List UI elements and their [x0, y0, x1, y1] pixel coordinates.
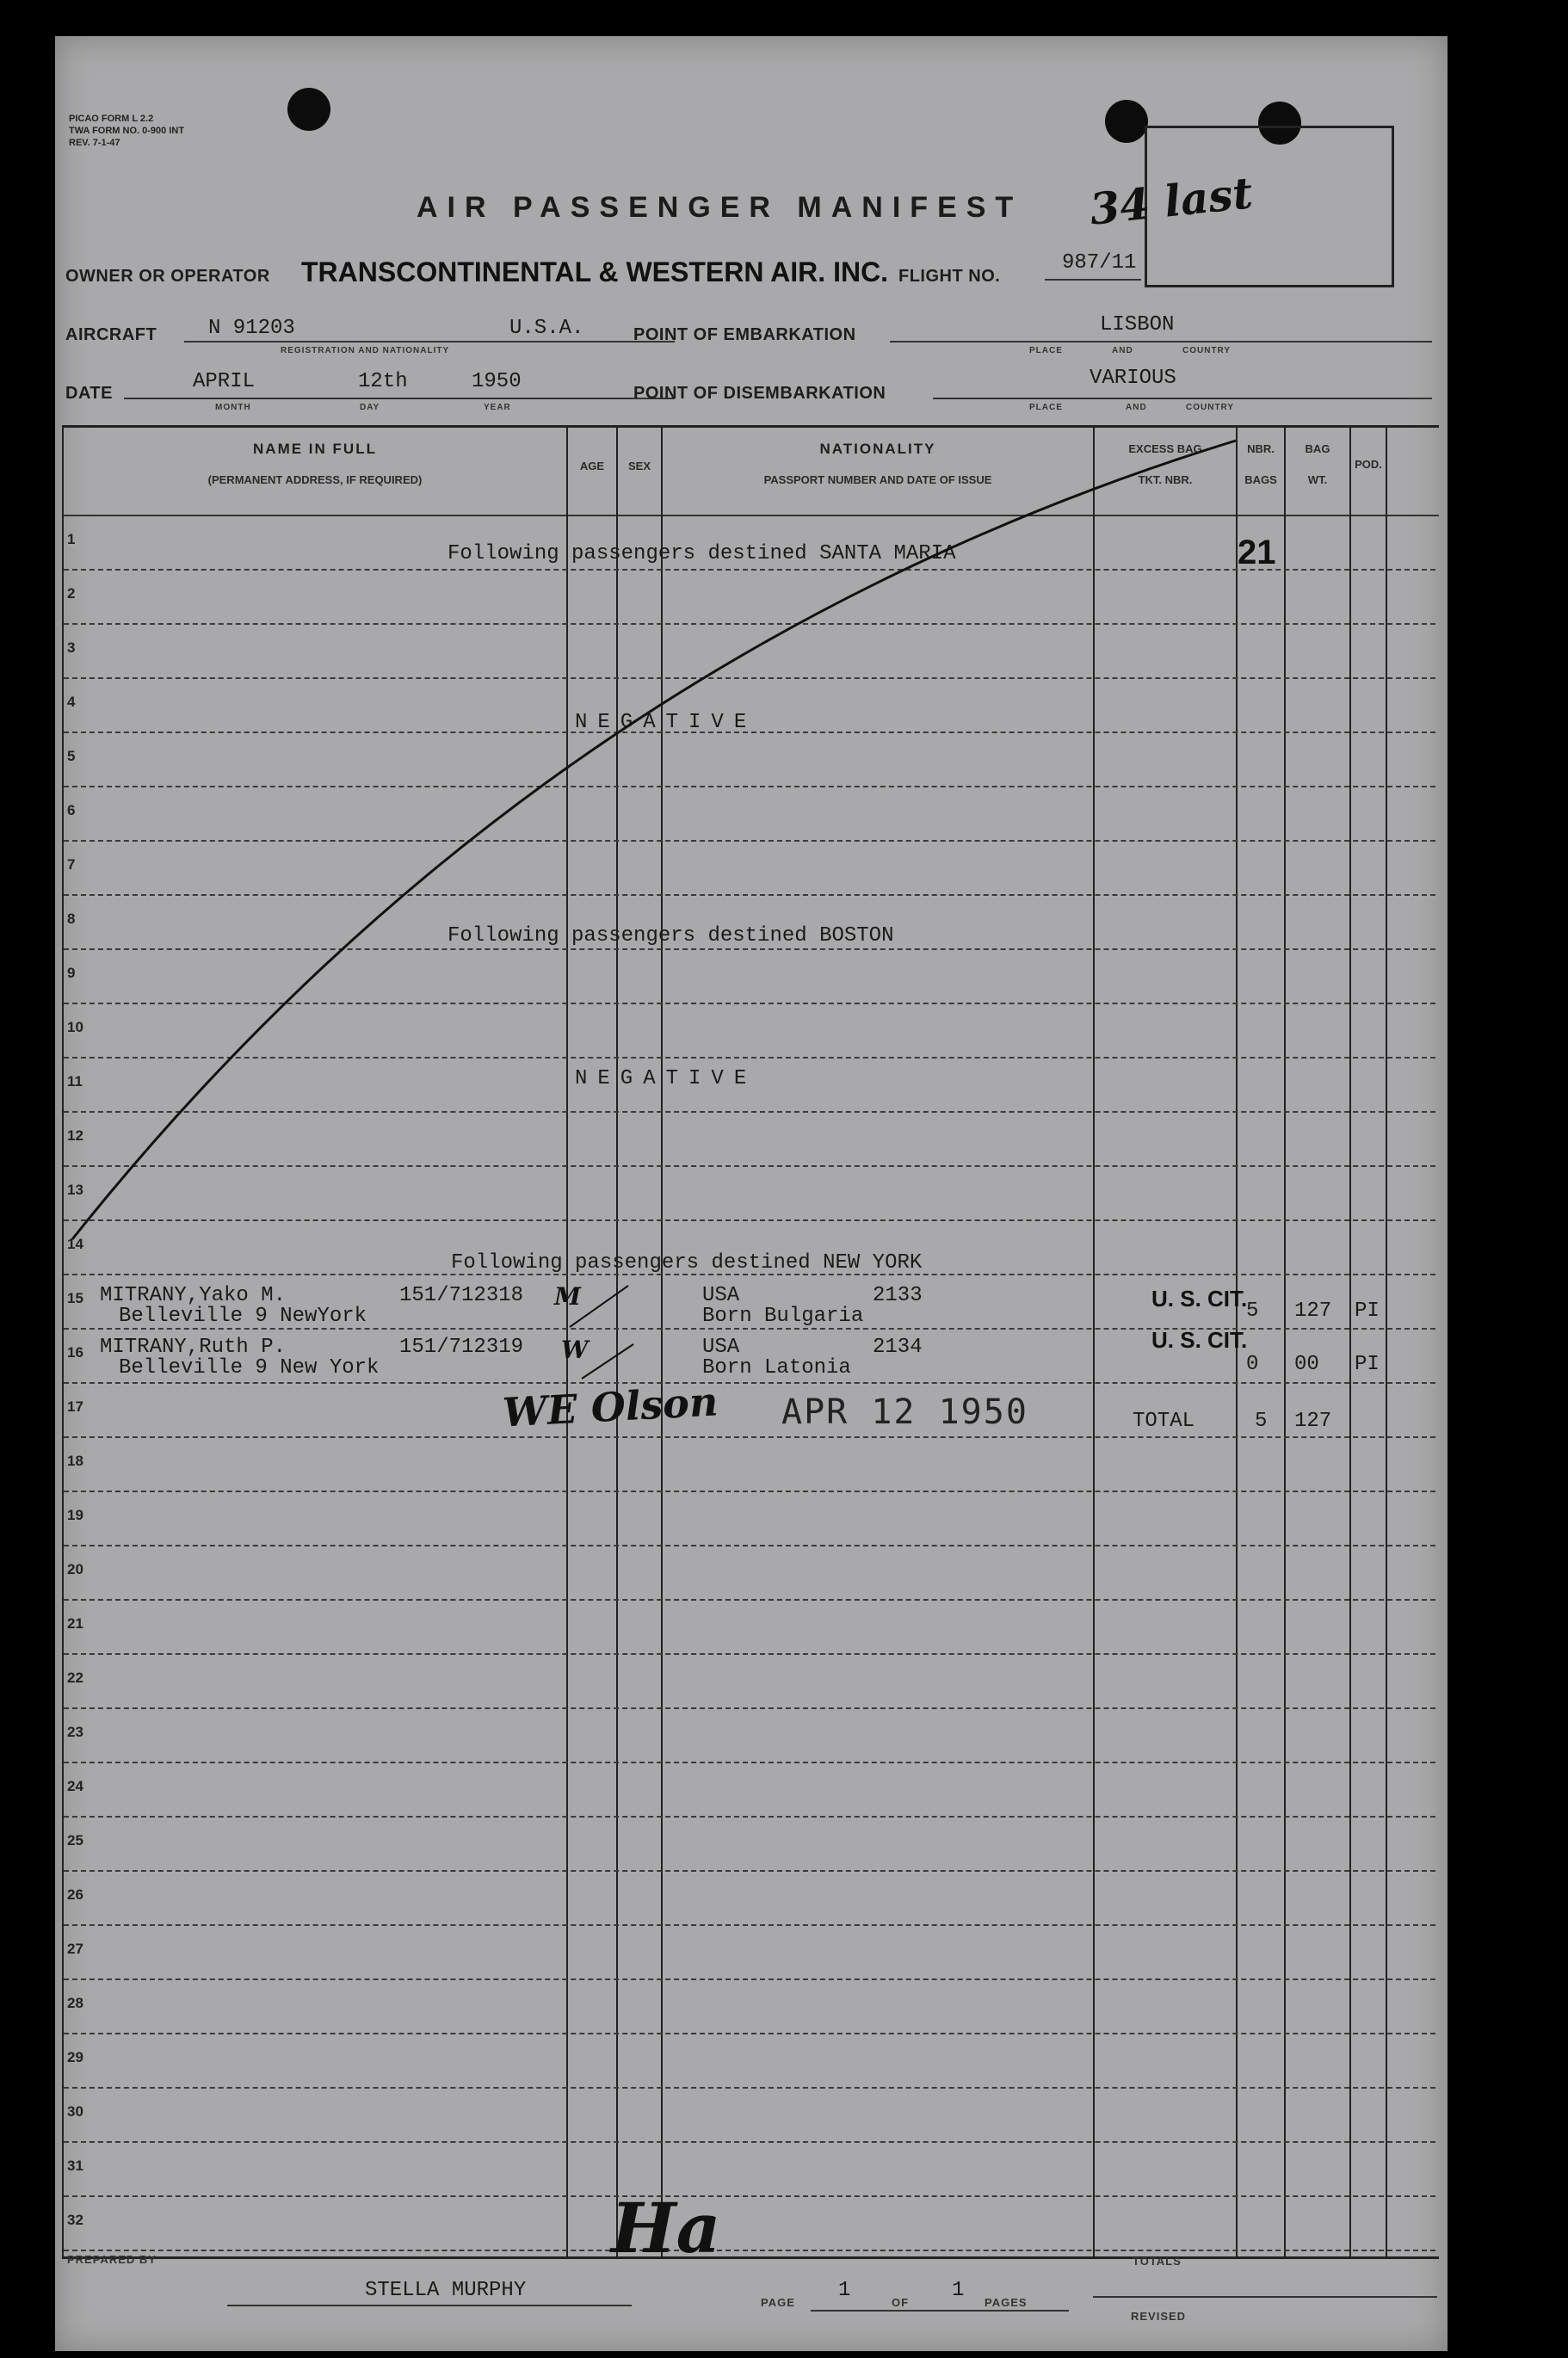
col-bag-header: BAG	[1305, 442, 1330, 455]
operator-name: TRANSCONTINENTAL & WESTERN AIR. INC.	[301, 256, 889, 287]
row-4-negative: NEGATIVE	[575, 711, 757, 734]
owner-label: OWNER OR OPERATOR	[65, 267, 270, 286]
col-bags-header: BAGS	[1244, 473, 1277, 486]
form-title: AIR PASSENGER MANIFEST	[417, 191, 1023, 224]
aircraft-nationality: U.S.A.	[509, 317, 584, 340]
and-sublabel-2: AND	[1126, 403, 1147, 412]
row-number: 31	[67, 2157, 83, 2174]
month-sublabel: MONTH	[215, 403, 251, 412]
col-age-header: AGE	[579, 460, 605, 472]
col-excess-bag-header: EXCESS BAG	[1128, 442, 1202, 455]
passenger-2-bags: 0	[1246, 1353, 1259, 1376]
passenger-2-sex: W	[561, 1336, 589, 1364]
row-number: 15	[67, 1290, 83, 1306]
row-number: 8	[67, 910, 76, 927]
row-number: 22	[67, 1670, 83, 1686]
row-number: 11	[67, 1073, 83, 1089]
passenger-1-customs: U. S. CIT.	[1151, 1286, 1248, 1312]
row-number: 13	[67, 1182, 83, 1198]
year-sublabel: YEAR	[484, 403, 511, 412]
passenger-2-weight: 00	[1294, 1353, 1319, 1376]
passenger-2-nationality: USA	[702, 1336, 740, 1359]
passenger-2-born: Born Latonia	[702, 1356, 851, 1380]
strike-through-lines	[55, 36, 1448, 2351]
handwritten-initials: Ha	[611, 2188, 721, 2268]
row-number: 1	[67, 531, 76, 547]
date-day: 12th	[358, 370, 408, 393]
passenger-1-sex: M	[554, 1282, 581, 1311]
total-weight: 127	[1294, 1410, 1332, 1433]
date-stamp: APR 12 1950	[781, 1392, 1028, 1432]
row-number: 9	[67, 965, 76, 981]
row-number: 30	[67, 2103, 83, 2120]
passenger-1-bags: 5	[1246, 1299, 1259, 1323]
row-number: 28	[67, 1995, 83, 2011]
prepared-by-label: PREPARED BY	[67, 2253, 157, 2266]
row-number: 20	[67, 1561, 83, 1577]
aircraft-registration: N 91203	[208, 317, 295, 340]
col-sex-header: SEX	[627, 460, 651, 472]
row-number: 27	[67, 1941, 83, 1957]
passenger-1-ticket: 151/712318	[399, 1284, 524, 1307]
row-number: 7	[67, 856, 76, 873]
passenger-1-born: Born Bulgaria	[702, 1305, 864, 1328]
col-tkt-header: TKT. NBR.	[1138, 473, 1193, 486]
row-8-text: Following passengers destined BOSTON	[448, 924, 894, 948]
row-number: 29	[67, 2049, 83, 2065]
passenger-2-pod: PI	[1355, 1353, 1380, 1376]
pages-label: PAGES	[985, 2296, 1028, 2309]
row-number: 17	[67, 1398, 83, 1415]
row-number: 12	[67, 1127, 83, 1144]
day-sublabel: DAY	[360, 403, 380, 412]
passenger-1-name: MITRANY,Yako M.	[100, 1284, 287, 1307]
manifest-sheet	[55, 36, 1448, 2351]
row-number: 32	[67, 2212, 83, 2228]
row-number: 19	[67, 1507, 83, 1523]
passenger-2-customs: U. S. CIT.	[1151, 1327, 1248, 1353]
totals-footer-label: TOTALS	[1133, 2255, 1182, 2268]
row-number: 25	[67, 1832, 83, 1849]
total-label: TOTAL	[1133, 1410, 1195, 1433]
row-number: 21	[67, 1615, 83, 1632]
handwritten-box-note: 34 last	[1087, 167, 1256, 235]
row-number: 16	[67, 1344, 83, 1361]
passenger-1-address: Belleville 9 NewYork	[119, 1305, 367, 1328]
row-number: 10	[67, 1019, 83, 1035]
date-label: DATE	[65, 384, 113, 403]
row-number: 3	[67, 639, 76, 656]
date-month: APRIL	[193, 370, 256, 393]
country-sublabel: COUNTRY	[1182, 346, 1232, 355]
and-sublabel: AND	[1112, 346, 1133, 355]
form-id-line-1: PICAO FORM L 2.2	[69, 114, 154, 124]
bags-count: 21	[1238, 534, 1276, 571]
country-sublabel-2: COUNTRY	[1186, 403, 1235, 412]
row-number: 26	[67, 1886, 83, 1903]
row-number: 5	[67, 748, 76, 764]
passenger-2-ticket: 151/712319	[399, 1336, 524, 1359]
passenger-1-passport: 2133	[873, 1284, 923, 1307]
aircraft-label: AIRCRAFT	[65, 325, 157, 344]
row-number: 4	[67, 694, 76, 710]
col-name-header: NAME IN FULL	[253, 441, 377, 457]
row-11-negative: NEGATIVE	[575, 1067, 757, 1090]
passenger-2-address: Belleville 9 New York	[119, 1356, 380, 1380]
col-passport-subheader: PASSPORT NUMBER AND DATE OF ISSUE	[763, 473, 992, 486]
form-id-line-3: REV. 7-1-47	[69, 138, 120, 148]
registration-sublabel: REGISTRATION AND NATIONALITY	[281, 346, 450, 355]
row-14-text: Following passengers destined NEW YORK	[451, 1251, 923, 1275]
row-number: 6	[67, 802, 76, 818]
page-label: PAGE	[761, 2296, 795, 2309]
row-number: 14	[67, 1236, 83, 1252]
passenger-1-pod: PI	[1355, 1299, 1380, 1323]
revised-label: REVISED	[1131, 2310, 1187, 2323]
col-name-subheader: (PERMANENT ADDRESS, IF REQUIRED)	[207, 473, 423, 486]
row-number: 2	[67, 585, 76, 602]
flight-no-label: FLIGHT NO.	[898, 267, 1001, 286]
row-number: 18	[67, 1453, 83, 1469]
passenger-1-nationality: USA	[702, 1284, 740, 1307]
row-1-text: Following passengers destined SANTA MARIA	[448, 542, 956, 565]
of-label: OF	[892, 2296, 910, 2309]
flight-number: 987/11	[1062, 251, 1137, 275]
disembarkation-place: VARIOUS	[1090, 367, 1176, 390]
date-year: 1950	[472, 370, 522, 393]
col-nbr-header: NBR.	[1247, 442, 1275, 455]
handwritten-signature: WE Olson	[501, 1378, 719, 1436]
col-wt-header: WT.	[1307, 473, 1328, 486]
form-id-line-2: TWA FORM NO. 0-900 INT	[69, 126, 185, 136]
page-number: 1	[838, 2279, 851, 2302]
passenger-2-passport: 2134	[873, 1336, 923, 1359]
row-number: 23	[67, 1724, 83, 1740]
disembarkation-label: POINT OF DISEMBARKATION	[633, 384, 886, 403]
embarkation-place: LISBON	[1100, 313, 1175, 336]
place-sublabel: PLACE	[1029, 346, 1063, 355]
place-sublabel-2: PLACE	[1029, 403, 1063, 412]
embarkation-label: POINT OF EMBARKATION	[633, 325, 856, 344]
col-nationality-header: NATIONALITY	[819, 441, 936, 457]
col-pod-header: POD.	[1355, 458, 1382, 471]
page-total: 1	[952, 2279, 965, 2302]
total-bags: 5	[1255, 1410, 1268, 1433]
passenger-1-weight: 127	[1294, 1299, 1332, 1323]
row-number: 24	[67, 1778, 83, 1794]
prepared-by-name: STELLA MURPHY	[365, 2279, 527, 2302]
passenger-2-name: MITRANY,Ruth P.	[100, 1336, 287, 1359]
